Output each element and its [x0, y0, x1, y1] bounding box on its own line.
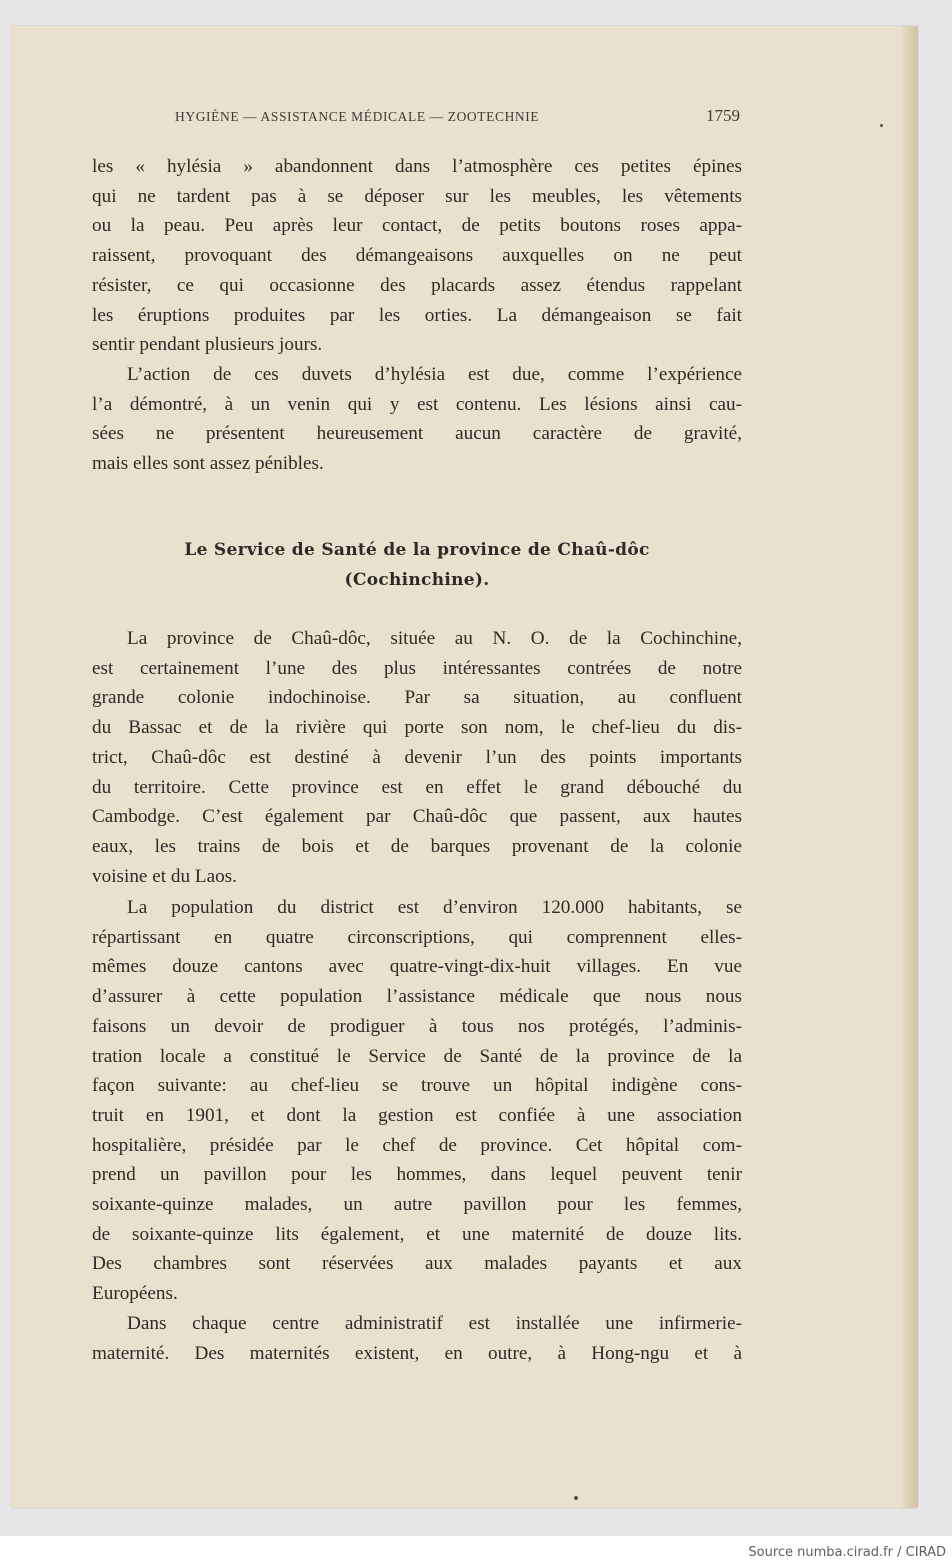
text-line: les « hylésia » abandonnent dans l’atmosphère ces petites épines	[92, 156, 742, 177]
text-line: de soixante-quinze lits également, et une maternité de douze lits.	[92, 1223, 742, 1245]
text-line: La province de Chaû-dôc, située au N. O. de la Cochinchine,	[127, 628, 742, 649]
text-line: Des chambres sont réservées aux malades payants et aux	[92, 1253, 742, 1275]
text-line: hospitalière, présidée par le chef de province. Cet hôpital com-	[92, 1134, 742, 1156]
text-line: mêmes douze cantons avec quatre-vingt-dix-huit villages. En vue	[92, 956, 742, 978]
text-line: sentir pendant plusieurs jours.	[92, 334, 323, 356]
text-line: L’action de ces duvets d’hylésia est due, comme l’expérience	[127, 364, 742, 385]
text-line: soixante-quinze malades, un autre pavillon pour les femmes,	[92, 1194, 742, 1216]
text-line: qui ne tardent pas à se déposer sur les meubles, les vêtements	[92, 185, 742, 207]
text-line: grande colonie indochinoise. Par sa situation, au confluent	[92, 687, 742, 709]
paragraph-hylesia-continued	[92, 152, 742, 360]
text-line: d’assurer à cette population l’assistance médicale que nous nous	[92, 986, 742, 1008]
text-line: façon suivante: au chef-lieu se trouve un hôpital indigène cons-	[92, 1075, 742, 1097]
text-line: résister, ce qui occasionne des placards assez étendus rappelant	[92, 274, 742, 296]
paragraph-population	[92, 893, 742, 1309]
paper-speck	[574, 1496, 578, 1500]
text-line: maternité. Des maternités existent, en outre, à Hong-ngu et à	[92, 1342, 742, 1364]
text-line: Européens.	[92, 1283, 178, 1305]
text-line: les éruptions produites par les orties. La démangeaison se fait	[92, 304, 742, 326]
paragraph-infirmerie	[92, 1309, 742, 1368]
text-line: trict, Chaû-dôc est destiné à devenir l’un des points importants	[92, 746, 742, 768]
section-title-line: Le Service de Santé de la province de Chaû-dôc	[184, 540, 650, 560]
text-line: ou la peau. Peu après leur contact, de petits boutons roses appa-	[92, 215, 742, 237]
text-line: répartissant en quatre circonscriptions, qui comprennent elles-	[92, 926, 742, 948]
text-line: La population du district est d’environ 120.000 habitants, se	[127, 897, 742, 918]
paragraph-venin	[92, 360, 742, 479]
text-line: Dans chaque centre administratif est installée une infirmerie-	[127, 1313, 742, 1334]
text-line: est certainement l’une des plus intéressantes contrées de notre	[92, 657, 742, 679]
text-line: eaux, les trains de bois et de barques provenant de la colonie	[92, 835, 742, 857]
running-header	[175, 106, 740, 126]
text-line: tration locale a constitué le Service de Santé de la province de la	[92, 1045, 742, 1067]
text-line: mais elles sont assez pénibles.	[92, 453, 324, 475]
text-line: Cambodge. C’est également par Chaû-dôc que passent, aux hautes	[92, 806, 742, 828]
page-number: 1759	[706, 106, 740, 125]
text-line: raissent, provoquant des démangeaisons auxquelles on ne peut	[92, 245, 742, 267]
text-line: faisons un devoir de prodiguer à tous nos protégés, l’adminis-	[92, 1015, 742, 1037]
section-title-line: (Cochinchine).	[344, 570, 490, 590]
text-line: du Bassac et de la rivière qui porte son nom, le chef-lieu du dis-	[92, 717, 742, 739]
section-title	[92, 535, 742, 595]
text-line: voisine et du Laos.	[92, 865, 237, 887]
text-line: prend un pavillon pour les hommes, dans lequel peuvent tenir	[92, 1164, 742, 1186]
paragraph-province	[92, 624, 742, 891]
text-line: du territoire. Cette province est en effet le grand débouché du	[92, 776, 742, 798]
text-line: sées ne présentent heureusement aucun caractère de gravité,	[92, 423, 742, 445]
paper-speck	[880, 124, 883, 127]
text-line: truit en 1901, et dont la gestion est confiée à une association	[92, 1104, 742, 1126]
page-edge	[902, 26, 918, 1508]
running-header-title: HYGIÈNE — ASSISTANCE MÉDICALE — ZOOTECHNIE	[175, 109, 540, 124]
text-line: l’a démontré, à un venin qui y est contenu. Les lésions ainsi cau-	[92, 393, 742, 415]
source-credit: Source numba.cirad.fr / CIRAD	[748, 1545, 946, 1560]
